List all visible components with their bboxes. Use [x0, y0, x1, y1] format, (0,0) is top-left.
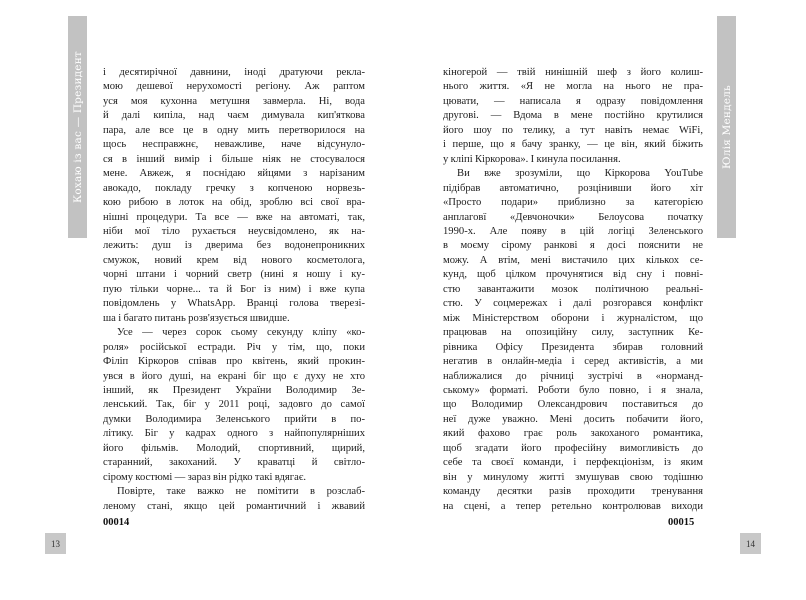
- text-line: кунд, щоб цілком прочунятися від сну і повні-: [443, 269, 703, 281]
- text-line: він у минулому житті змушував свою тодішню: [443, 471, 703, 483]
- text-line: ніби мої тіло рухається неусвідомлено, як на-: [103, 225, 365, 237]
- text-line: Повірте, таке важко не помітити в розслаб-: [117, 486, 365, 498]
- text-line: увся в його душі, на екрані біг що є духу не хто: [103, 370, 365, 382]
- text-line: можу. А втім, мені вистачило цих кількох се-: [443, 254, 703, 266]
- text-line: сірому костюмі — зараз він рідко такі вдягає.: [103, 471, 307, 483]
- text-line: наближалися до річниці зустрічі в «норманд-: [443, 370, 703, 382]
- left-page-text: [103, 66, 365, 514]
- text-line: неї дуже уважно. Мені досить побачити його,: [443, 413, 703, 425]
- text-line: що Володимир Олександрович поставиться до: [443, 399, 703, 411]
- text-line: повідомлень у WhatsApp. Вранці голова тверезі-: [103, 298, 365, 310]
- text-line: стю. У соцмережах і далі розгорався конфлікт: [443, 298, 703, 310]
- text-line: леному стані, якщо цей романтичний і жвавий: [103, 500, 365, 512]
- text-line: літику. Біг у кадрах одного з найпопулярніших: [103, 428, 365, 440]
- left-running-head: Кохаю із вас — Президент: [71, 51, 84, 203]
- text-line: себе та своєї команди, і перфекціонізм, із яким: [443, 457, 703, 469]
- right-page-text: [443, 66, 703, 514]
- text-line: команду десятки разів проходити тренування: [443, 486, 703, 498]
- text-line: щоб згадати його професійну вимогливість до: [443, 442, 703, 454]
- text-line: роля» російської естради. Річ у тім, що, поки: [103, 341, 365, 353]
- text-line: мене. Авжеж, я поснідаю яйцями з нарізаним: [103, 168, 365, 180]
- text-line: його фільмів. Молодий, спортивний, щирий,: [103, 442, 365, 454]
- text-line: ша і багато питань розв'язується швидше.: [103, 312, 290, 324]
- left-page-code: 00014: [103, 517, 130, 528]
- text-line: кою рибою в лоток на обід, зроблю всі свої вра-: [103, 197, 365, 209]
- right-page-number: 14: [740, 533, 761, 554]
- text-line: Філіп Кіркоров співав про квітень, який прокин-: [103, 356, 365, 368]
- text-line: «Просто подари» приблизно за категорією: [443, 197, 703, 209]
- text-line: нішні процедури. Та все — вже на автоматі, так,: [103, 211, 365, 223]
- text-line: думки Володимира Зеленського прийти в по-: [103, 413, 365, 425]
- right-running-head-tab: [717, 16, 736, 238]
- text-line: ленський. Так, біг у 2011 році, задовго до самої: [103, 399, 365, 411]
- text-line: працював на опозиційну силу, заступник Ке-: [443, 327, 703, 339]
- text-line: чорні штани і чорний светр (нині я ношу і ку-: [103, 269, 365, 281]
- text-line: лежить: душ із дверима без водонепроникних: [103, 240, 365, 252]
- text-line: ся в інший вимір і більше ніяк не стосувалося: [103, 153, 365, 165]
- text-line: пара, але все це в одну мить перетворилося на: [103, 124, 365, 136]
- text-line: Ви вже зрозуміли, що Кіркорова YouTube: [457, 168, 703, 180]
- right-page-code: 00015: [668, 517, 695, 528]
- text-line: ському» форматі. Роботи було повно, і я знала,: [443, 384, 703, 396]
- left-running-head-tab: [68, 16, 87, 238]
- text-line: стю завантажити мозок політичною реальні-: [443, 283, 703, 295]
- text-line: 1990-х. Але появу в цій логіці Зеленського: [443, 225, 703, 237]
- text-line: який фахово грає роль закоханого романтика,: [443, 428, 703, 440]
- text-line: Усе — через сорок сьому секунду кліпу «ко-: [117, 327, 365, 339]
- text-line: й далі кипіла, над чаєм димувала кип'яткова: [103, 110, 365, 122]
- text-line: рівника Офісу Президента збирав головний: [443, 341, 703, 353]
- text-line: і перше, що я бачу зранку, — це він, який біжить: [443, 139, 703, 151]
- text-line: у кліпі Кіркорова». І кинула посилання.: [443, 153, 621, 165]
- text-line: і десятирічної давнини, іноді дратуючи рекла-: [103, 67, 365, 78]
- text-line: між Міністерством оборони і журналістом, що: [443, 312, 703, 324]
- text-line: підібрав автоматично, розцінивши його хіт: [443, 182, 703, 194]
- text-line: пую тільки чорне... та й Бог із ним) і вже купа: [103, 283, 365, 295]
- text-line: уся моя кухонна метушня завмерла. Ні, вода: [103, 95, 365, 107]
- text-line: щось несправжнє, неважливе, наче відсунуло-: [103, 139, 365, 151]
- text-line: в моєму сірому ранкові я досі пояснити не: [443, 240, 703, 252]
- text-line: авокадо, покладу гречку з копченою норвезь-: [103, 182, 365, 194]
- text-line: негатив в онлайн-медіа і серед активістів, а ми: [443, 356, 703, 368]
- text-line: смужок, новий крем від нового косметолога,: [103, 254, 365, 266]
- text-line: його шоу по телику, а тут навіть немає WiFi,: [443, 124, 703, 136]
- text-line: на сцені, а тепер ретельно контролював виходи: [443, 500, 703, 512]
- text-line: другові. — Вдома в мене постійно крутилися: [443, 110, 703, 122]
- left-page-number: 13: [45, 533, 66, 554]
- right-running-head: Юлія Мендель: [720, 85, 733, 169]
- text-line: анплаговї «Девчоночки» Белоусова початку: [443, 211, 703, 223]
- text-line: кіногерой — твій нинішній шеф з його колиш-: [443, 67, 703, 78]
- text-line: мою дешевої нерухомості регіону. Аж раптом: [103, 81, 365, 93]
- text-line: старанний, закоханий. У краватці й світло-: [103, 457, 365, 469]
- text-line: нього життя. «Я не могла на нього не пра-: [443, 81, 703, 93]
- text-line: інший, як Президент України Володимир Зе-: [103, 384, 365, 396]
- text-line: цювати, — написала я одразу повідомлення: [443, 95, 703, 107]
